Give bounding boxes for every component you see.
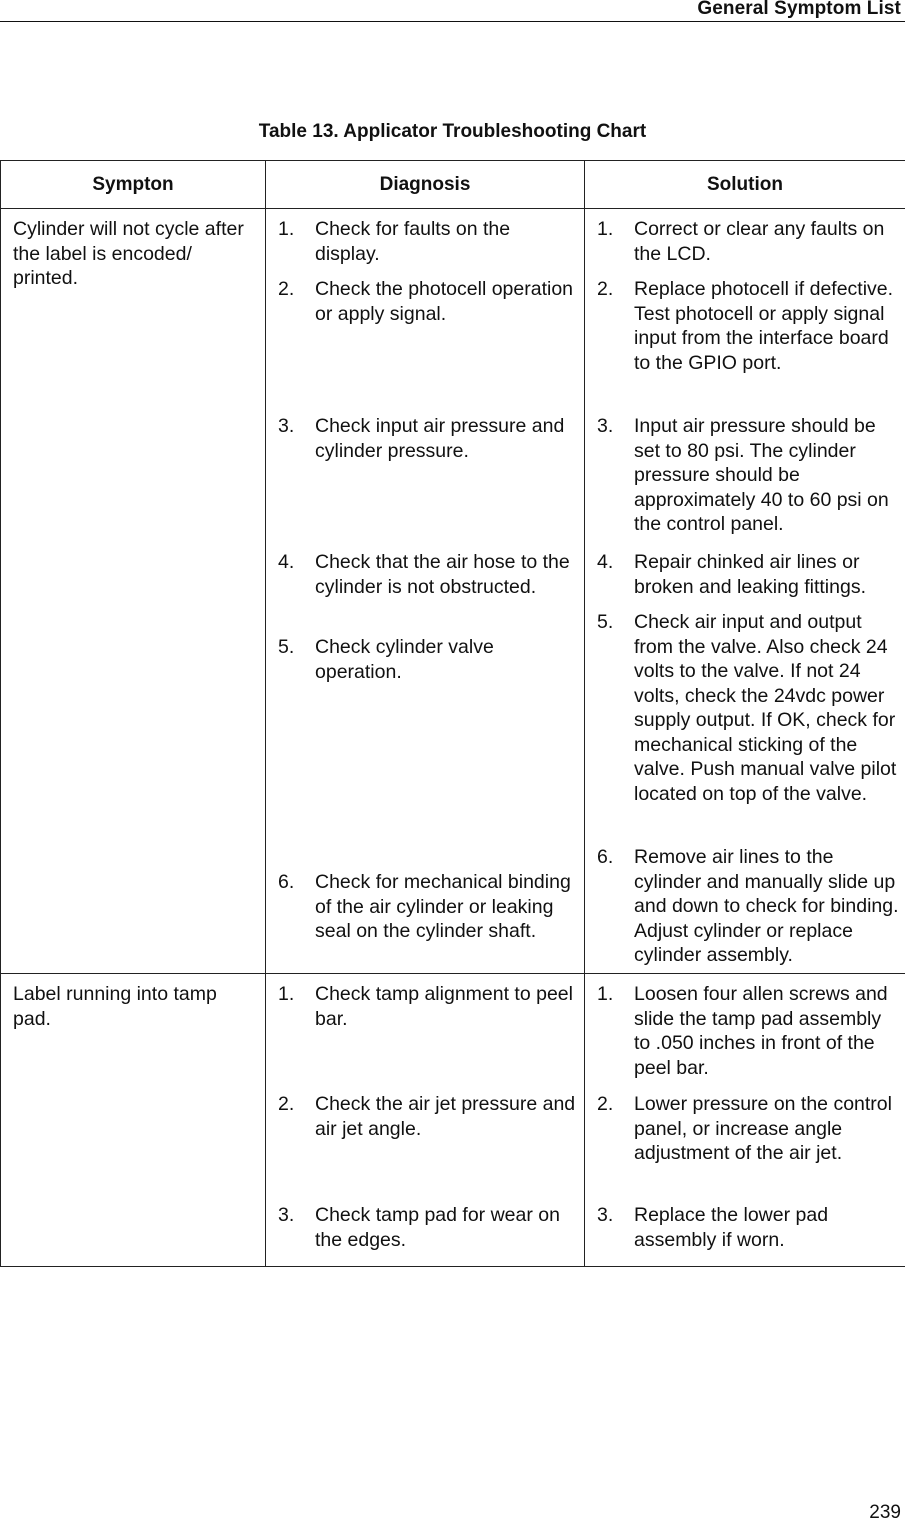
diagnosis-item: 2. Check the photocell operation or apply signal. <box>278 278 574 325</box>
diagnosis-cell <box>266 974 585 1267</box>
solution-item: 2. Replace photocell if defective. Test photocell or apply signal input from the interface board to the GPIO port. <box>597 278 894 374</box>
solution-cell <box>585 974 905 1267</box>
page-number: 239 <box>869 1502 901 1523</box>
running-header: General Symptom List <box>697 0 901 19</box>
solution-item: 3. Replace the lower pad assembly if worn. <box>597 1204 829 1251</box>
diagnosis-item: 1. Check tamp alignment to peel bar. <box>278 983 573 1030</box>
table-caption: Table 13. Applicator Troubleshooting Chart <box>258 121 647 142</box>
diagnosis-cell <box>266 209 585 974</box>
diagnosis-item: 2. Check the air jet pressure and air jet angle. <box>278 1093 576 1140</box>
solution-item: 6. Remove air lines to the cylinder and manually slide up and down to check for binding. Adjust cylinder or replace cylinder assembly. <box>597 846 899 966</box>
diagnosis-item: 3. Check input air pressure and cylinder pressure. <box>278 415 565 462</box>
diagnosis-item: 5. Check cylinder valve operation. <box>278 636 494 683</box>
table-row <box>1 209 905 974</box>
diagnosis-item: 6. Check for mechanical binding of the air cylinder or leaking seal on the cylinder shaft. <box>278 871 571 942</box>
symptom-text: Label running into tamp pad. <box>13 983 217 1030</box>
symptom-cell <box>1 209 266 974</box>
symptom-cell <box>1 974 266 1267</box>
diagnosis-item: 3. Check tamp pad for wear on the edges. <box>278 1204 560 1251</box>
column-header-symptom: Sympton <box>1 161 266 209</box>
solution-item: 4. Repair chinked air lines or broken and leaking fittings. <box>597 551 866 598</box>
solution-item: 5. Check air input and output from the valve. Also check 24 volts to the valve. If not 24 volts, check the 24vdc power supply output. If OK, check for mechanical sticking of the valve. Push manual valve pilot located on top of the valve. <box>597 611 897 805</box>
symptom-text: Cylinder will not cycle after the label is encoded/ printed. <box>13 218 244 289</box>
column-header-diagnosis: Diagnosis <box>266 161 585 209</box>
solution-item: 1. Loosen four allen screws and slide the tamp pad assembly to .050 inches in front of the peel bar. <box>597 983 888 1079</box>
table-header-row <box>1 161 905 209</box>
solution-item: 2. Lower pressure on the control panel, or increase angle adjustment of the air jet. <box>597 1093 892 1164</box>
solution-item: 3. Input air pressure should be set to 80 psi. The cylinder pressure should be approximately 40 to 60 psi on the control panel. <box>597 415 889 535</box>
diagnosis-item: 1. Check for faults on the display. <box>278 218 511 265</box>
troubleshooting-table <box>0 160 905 1267</box>
solution-item: 1. Correct or clear any faults on the LCD. <box>597 218 885 265</box>
column-header-solution: Solution <box>585 161 905 209</box>
table-row <box>1 974 905 1267</box>
solution-cell <box>585 209 905 974</box>
diagnosis-item: 4. Check that the air hose to the cylinder is not obstructed. <box>278 551 570 598</box>
header-rule <box>0 21 905 22</box>
